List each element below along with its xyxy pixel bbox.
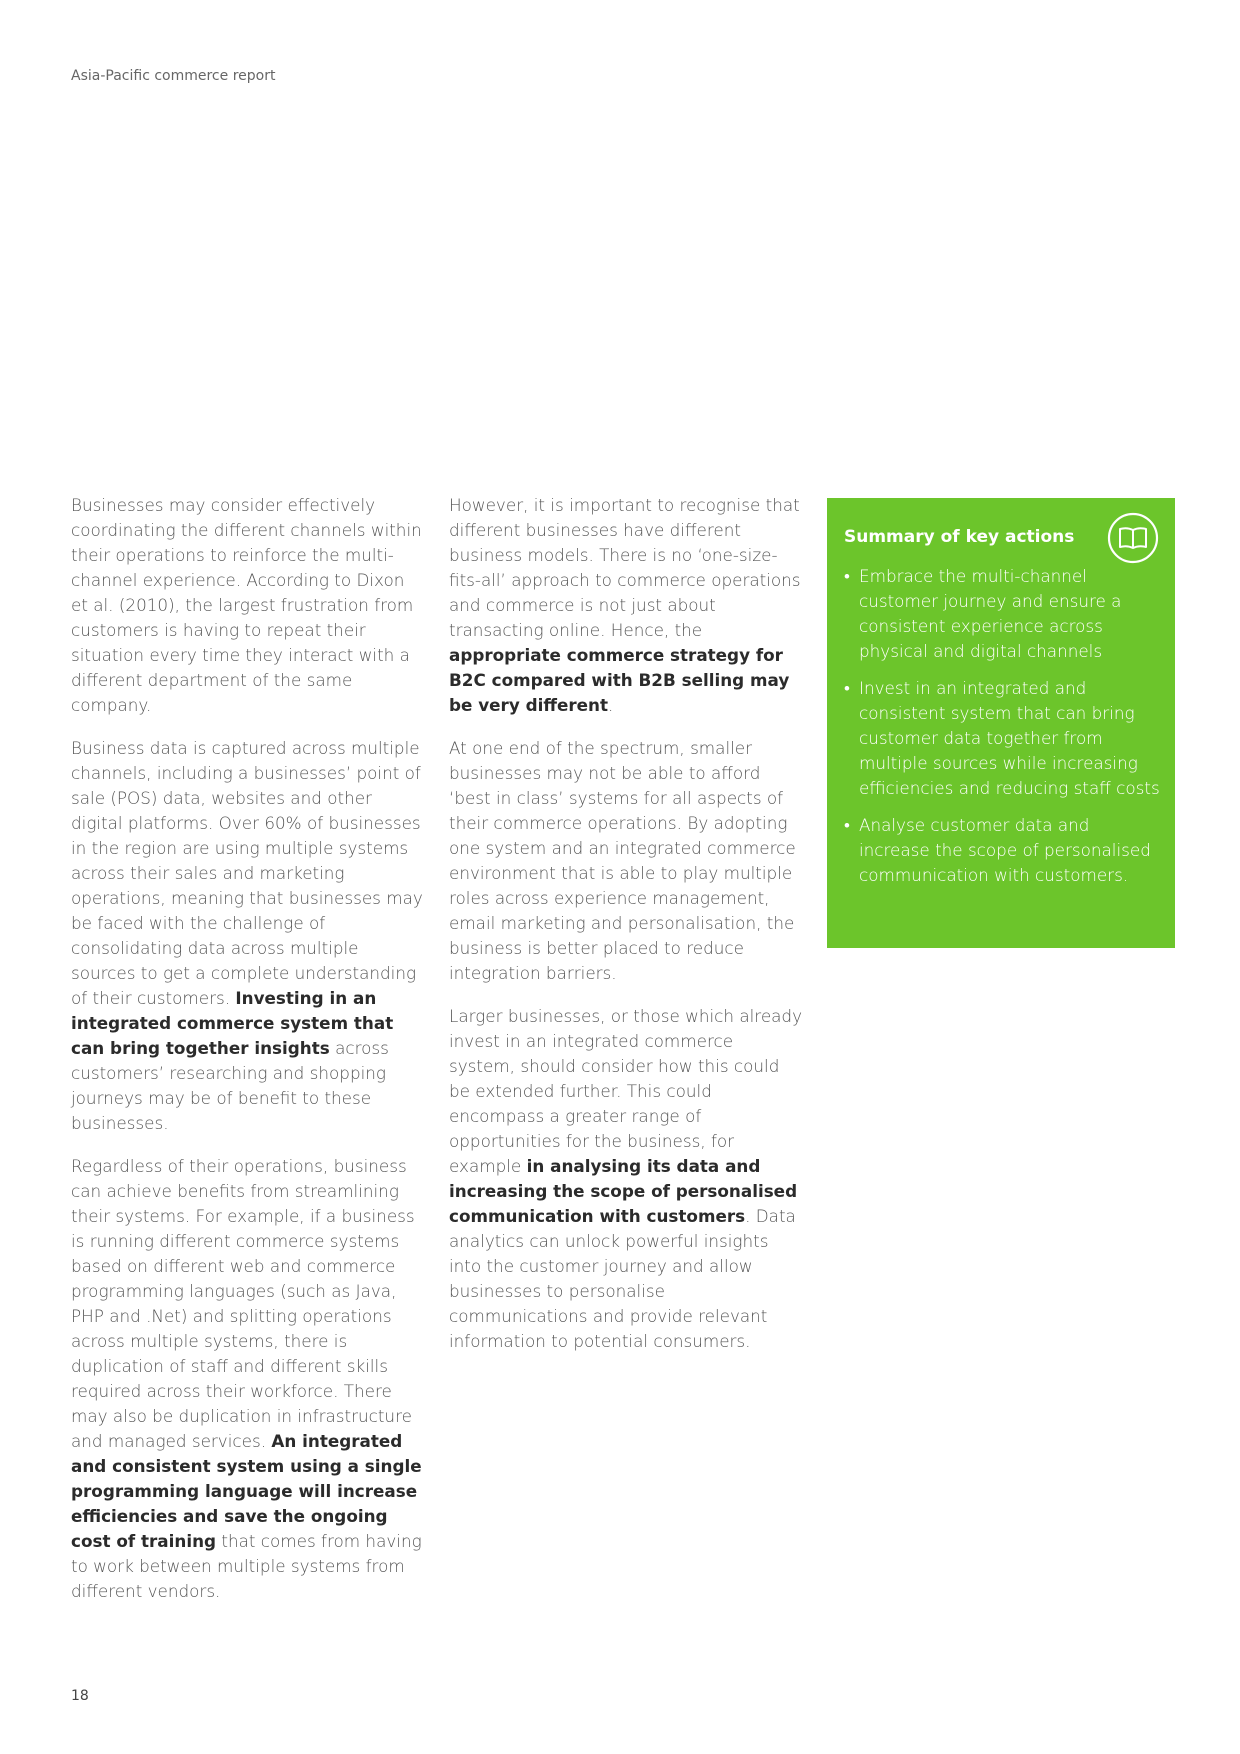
open-book-icon (1107, 512, 1159, 564)
list-item-text: Invest in an integrated and consistent system that can bring customer data together from multiple sources while increasing efficiencies and reducing staff costs (859, 678, 1160, 798)
list-item (844, 676, 1162, 801)
paragraph (71, 1154, 423, 1604)
emphasis-text: in analysing its data and increasing the scope of personalised communication with customers (449, 1156, 798, 1226)
list-item (844, 813, 1162, 888)
list-item (844, 564, 1162, 664)
paragraph-text: . (607, 695, 614, 715)
running-header: Asia-Pacific commerce report (71, 68, 276, 84)
summary-box (827, 498, 1175, 948)
paragraph (449, 736, 803, 986)
emphasis-text: An integrated and consistent system using a single programming language will increase efficiencies and save the ongoing cost of training (71, 1431, 422, 1551)
emphasis-text: Investing in an integrated commerce system that can bring together insights (71, 988, 394, 1058)
paragraph (71, 736, 423, 1136)
list-item-text: Analyse customer data and increase the scope of personalised communication with customers. (859, 815, 1151, 885)
paragraph-text: . Data analytics can unlock powerful insights into the customer journey and allow businesses to personalise communications and provide relevant information to potential consumers. (449, 1206, 796, 1351)
paragraph-text: Businesses may consider effectively coordinating the different channels within their operations to reinforce the multi-channel experience. According to Dixon et al. (2010), the largest frustration from customers is having to repeat their situation every time they interact with a different department of the same company. (71, 495, 422, 715)
list-item-text: Embrace the multi-channel customer journey and ensure a consistent experience across physical and digital channels (859, 566, 1122, 661)
emphasis-text: appropriate commerce strategy for B2C compared with B2B selling may be very different (449, 645, 790, 715)
bullet-glyph: • (844, 566, 850, 586)
paragraph-text: However, it is important to recognise that different businesses have different business models. There is no ‘one-size-fits-all’ approach to commerce operations and commerce is not just about transacting online. Hence, the (449, 495, 801, 640)
body-column-middle (449, 493, 803, 1372)
body-column-left (71, 493, 423, 1622)
paragraph-text: Regardless of their operations, business can achieve benefits from streamlining their systems. For example, if a business is running different commerce systems based on different web and commerce programming languages (such as Java, PHP and .Net) and splitting operations across multiple systems, there is duplication of staff and different skills required across their workforce. There may also be duplication in infrastructure and managed services. (71, 1156, 415, 1451)
bullet-glyph: • (844, 678, 850, 698)
paragraph (71, 493, 423, 718)
paragraph (449, 1004, 803, 1354)
summary-title: Summary of key actions (844, 527, 1075, 547)
page-number: 18 (71, 1688, 89, 1704)
paragraph-text: At one end of the spectrum, smaller businesses may not be able to afford ‘best in class’ systems for all aspects of their commerce operations. By adopting one system and an integrated commerce environment that is able to play multiple roles across experience management, email marketing and personalisation, the business is better placed to reduce integration barriers. (449, 738, 796, 983)
paragraph-text: across customers’ researching and shopping journeys may be of benefit to these businesses. (71, 1038, 389, 1133)
paragraph-text: Business data is captured across multiple channels, including a businesses’ point of sale (POS) data, websites and other digital platforms. Over 60% of businesses in the region are using multiple systems across their sales and marketing operations, meaning that businesses may be faced with the challenge of consolidating data across multiple sources to get a complete understanding of their customers. (71, 738, 423, 1008)
bullet-glyph: • (844, 815, 850, 835)
paragraph-text: Larger businesses, or those which already invest in an integrated commerce system, should consider how this could be extended further. This could encompass a greater range of opportunities for the business, for example (449, 1006, 803, 1176)
paragraph-text: that comes from having to work between multiple systems from different vendors. (71, 1531, 422, 1601)
summary-list (844, 564, 1162, 900)
paragraph (449, 493, 803, 718)
